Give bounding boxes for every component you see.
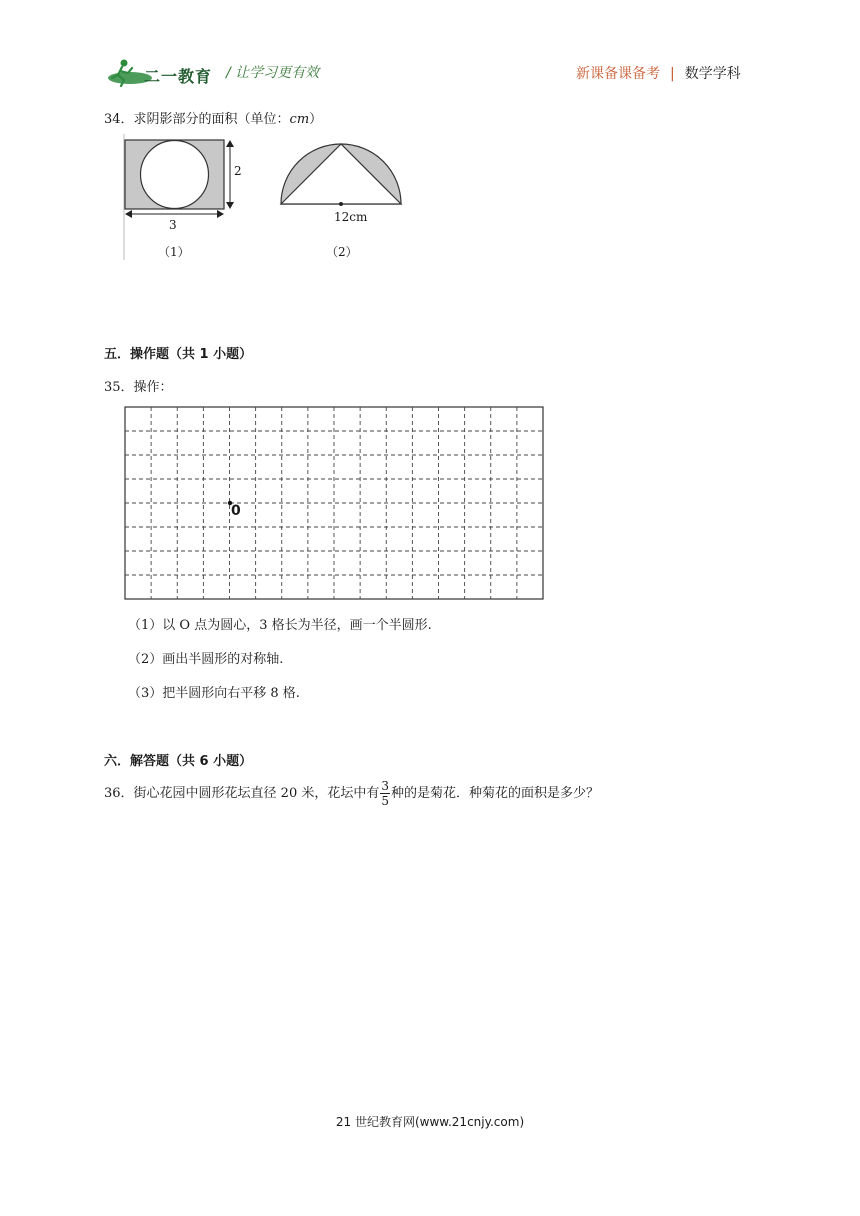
fig1-width-label: 3: [169, 218, 177, 232]
header-separator: |: [670, 66, 675, 82]
fig2-diameter-label: 12cm: [334, 210, 368, 224]
q35-item-2: （2）画出半圆形的对称轴.: [128, 652, 284, 667]
q34-text-after: ）: [309, 112, 323, 127]
point-o-label: 0: [231, 503, 241, 519]
fig1-caption: （1）: [158, 245, 190, 259]
brand-name: 二一教育: [144, 67, 213, 86]
q36-text-after: 种的是菊花．种菊花的面积是多少？: [391, 786, 600, 801]
page-footer: 21 世纪教育网(www.21cnjy.com): [335, 1115, 525, 1129]
operation-grid: [124, 406, 544, 600]
fig2-caption: （2）: [326, 245, 358, 259]
header-tag-subject: 数学学科: [684, 66, 741, 82]
figure-2-semicircle-triangle: [278, 136, 408, 216]
q36-fraction: [380, 780, 390, 807]
q36-text-before: 36．街心花园中圆形花坛直径 20 米，花坛中有: [104, 786, 380, 801]
fraction-numerator: 3: [381, 779, 389, 793]
question-35-text: 35．操作：: [104, 380, 173, 395]
q34-unit: cm: [289, 112, 310, 127]
fraction-denominator: 5: [381, 794, 389, 808]
q35-item-3: （3）把半圆形向右平移 8 格.: [128, 686, 300, 701]
header-right: [576, 63, 741, 83]
header-tag-course: 新课备课备考: [576, 66, 660, 82]
question-36-text: [104, 780, 599, 807]
q34-text-before: 34．求阴影部分的面积（单位：: [104, 112, 290, 127]
section-5-title: 五．操作题（共 1 小题）: [104, 347, 253, 362]
q35-item-1: （1）以 O 点为圆心，3 格长为半径，画一个半圆形.: [128, 618, 432, 633]
slogan: / 让学习更有效: [226, 65, 320, 81]
section-6-title: 六．解答题（共 6 小题）: [104, 754, 253, 769]
fig1-height-label: 2: [234, 164, 242, 178]
question-34-text: [104, 108, 322, 127]
figure-1-rect-circle: [120, 134, 260, 262]
